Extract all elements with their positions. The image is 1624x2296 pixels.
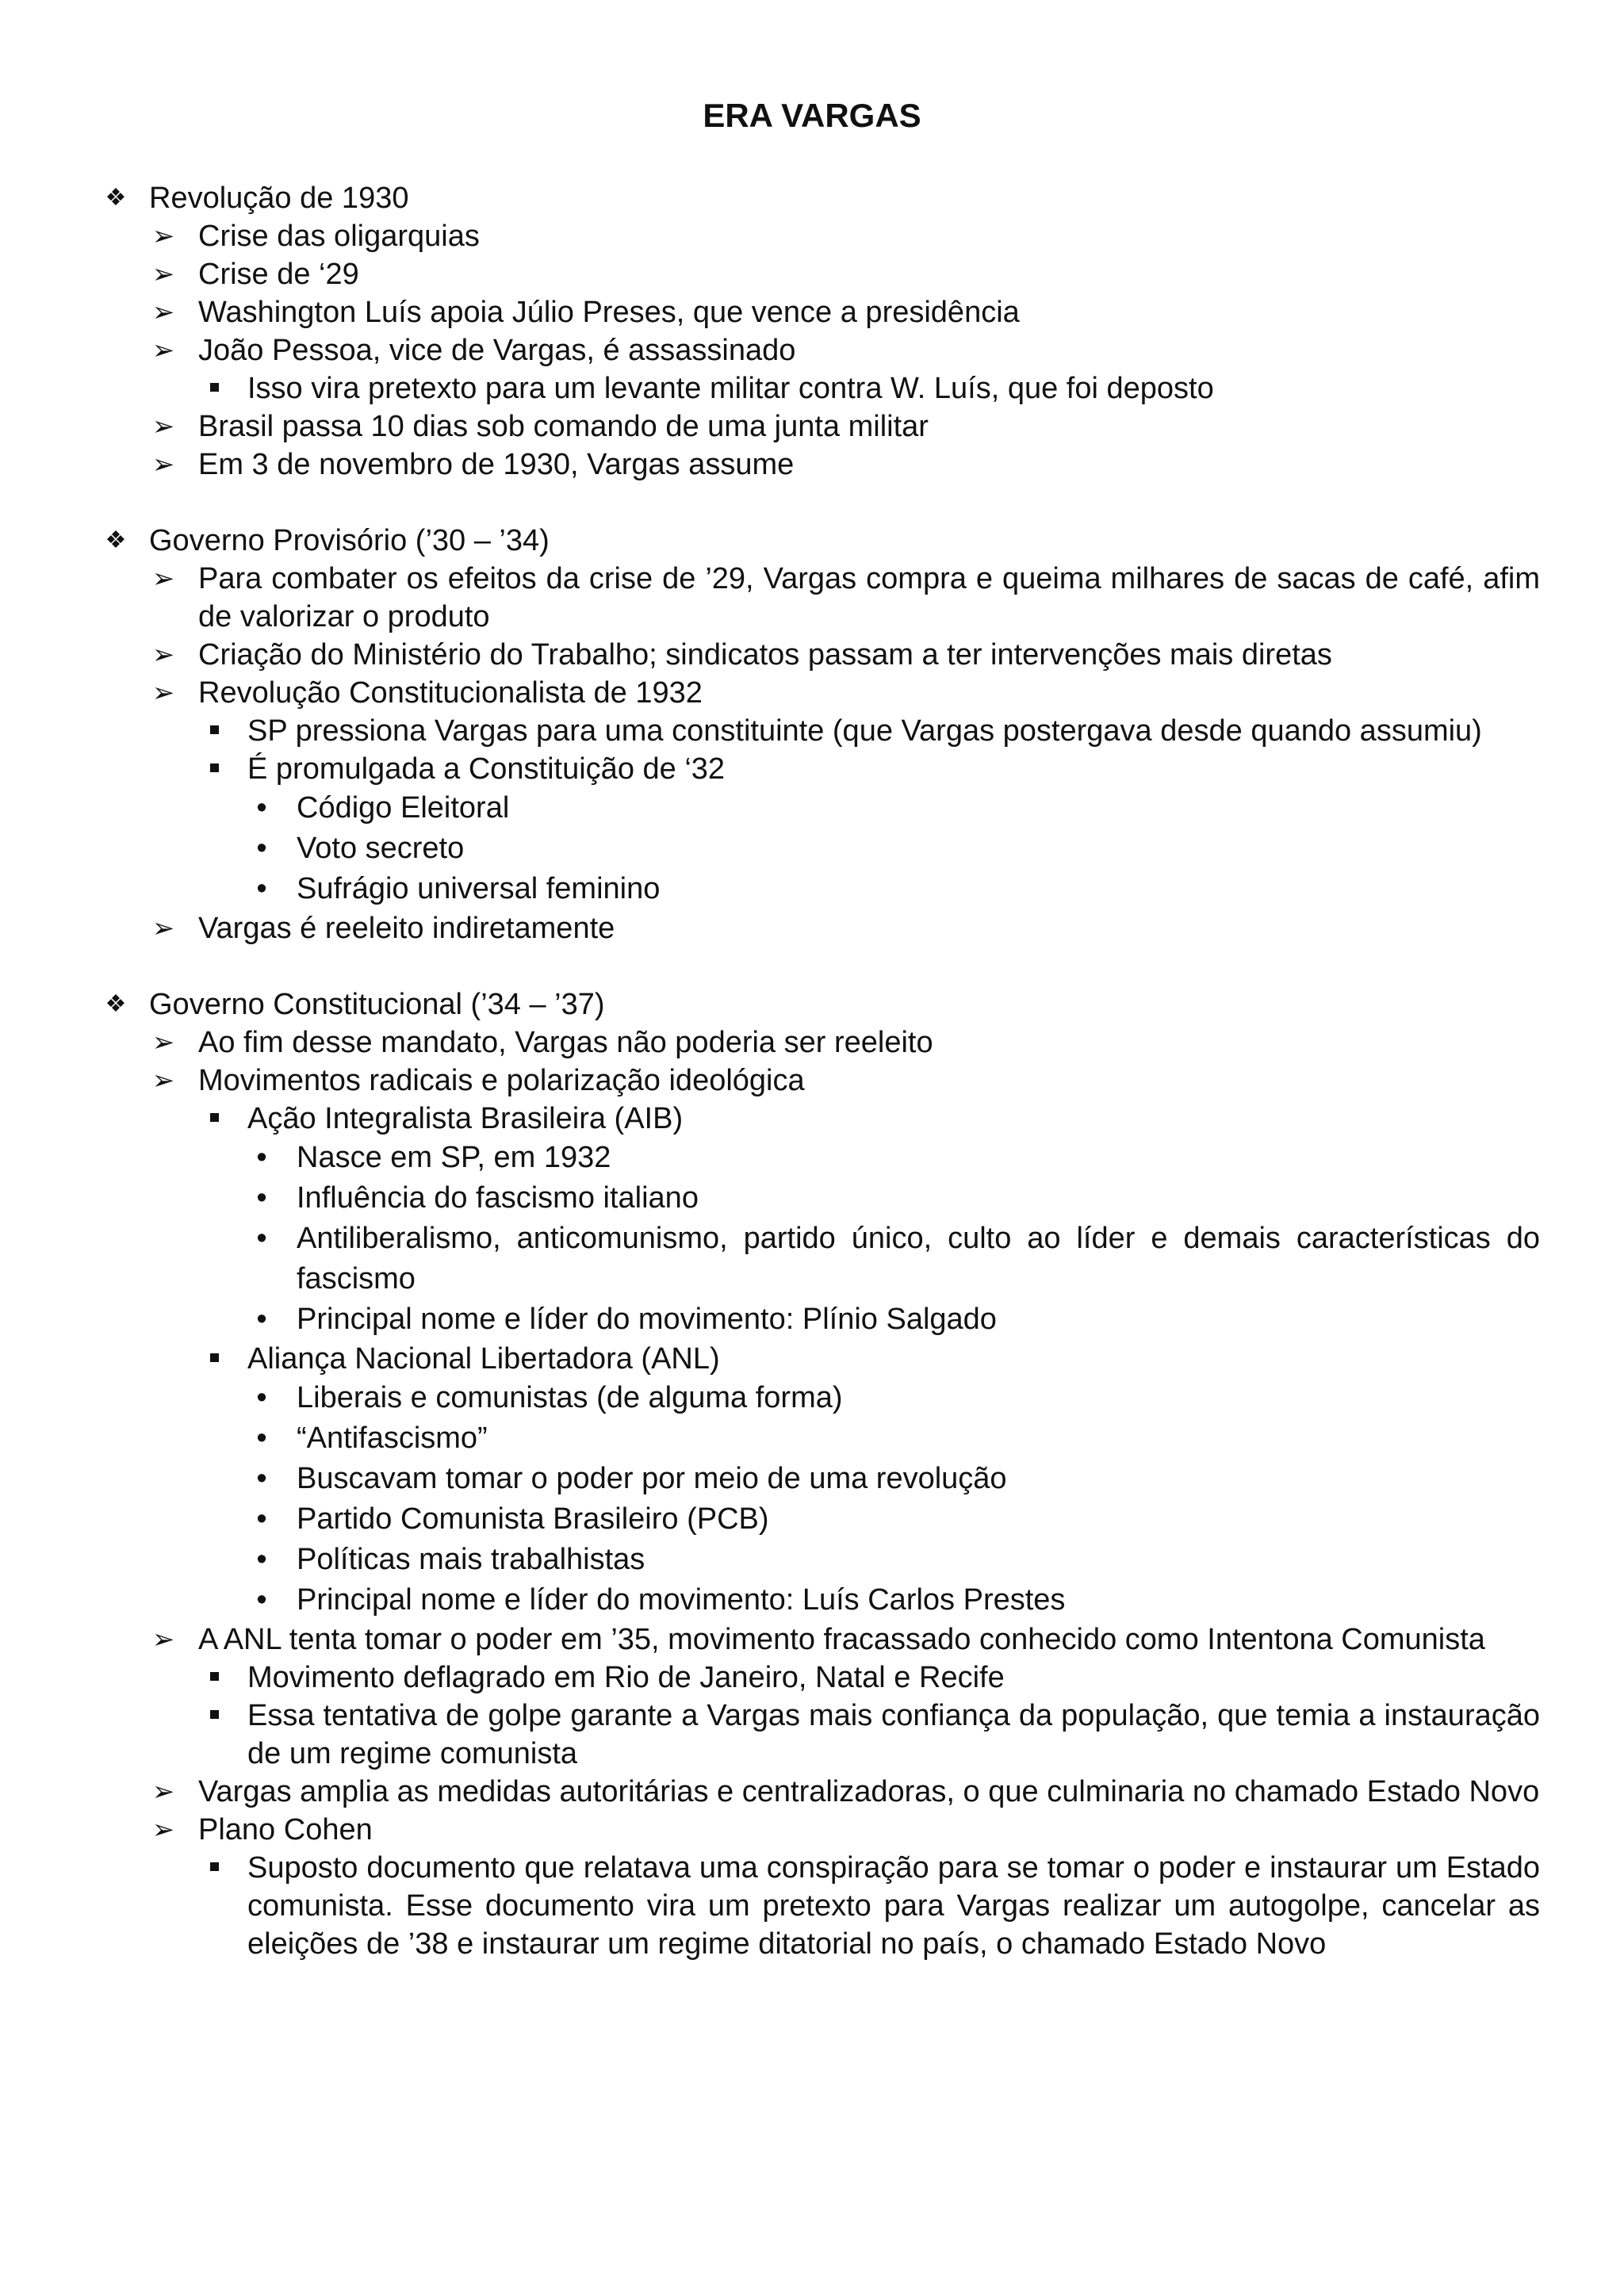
arrow-bullet-icon: ➢	[151, 1066, 175, 1096]
section-governo-constitucional	[100, 985, 1540, 1963]
arrow-bullet-icon: ➢	[151, 1027, 175, 1058]
section-heading: ❖ Governo Constitucional (’34 – ’37)	[100, 985, 1540, 1024]
dot-bullet-icon: •	[256, 872, 267, 905]
sub-sub-list-item: • Código Eleitoral	[100, 788, 1540, 828]
square-bullet-icon	[198, 1697, 230, 1735]
sub-list-item: Ação Integralista Brasileira (AIB)	[100, 1100, 1540, 1138]
arrow-bullet-icon: ➢	[151, 1815, 175, 1845]
dot-bullet-icon: •	[256, 1422, 267, 1455]
square-bullet-icon	[198, 1340, 230, 1378]
diamond-bullet-icon: ❖	[105, 185, 127, 211]
dot-bullet-icon: •	[256, 1381, 267, 1414]
list-item: ➢ Washington Luís apoia Júlio Preses, que vence a presidência	[100, 293, 1540, 331]
sub-sub-list-item: • Antiliberalismo, anticomunismo, partido único, culto ao líder e demais características do fascismo	[100, 1219, 1540, 1299]
square-bullet-icon	[198, 750, 230, 788]
dot-bullet-icon: •	[256, 832, 267, 865]
sub-sub-list-item: • Voto secreto	[100, 828, 1540, 869]
list-item: ➢ Ao fim desse mandato, Vargas não poderia ser reeleito	[100, 1024, 1540, 1062]
sub-sub-list-item: • Liberais e comunistas (de alguma forma)	[100, 1378, 1540, 1418]
arrow-bullet-icon: ➢	[151, 221, 175, 251]
dot-bullet-icon: •	[256, 791, 267, 825]
sub-list-item: Aliança Nacional Libertadora (ANL)	[100, 1340, 1540, 1378]
sub-sub-list-item: • “Antifascismo”	[100, 1418, 1540, 1459]
sub-sub-list-item: • Buscavam tomar o poder por meio de uma revolução	[100, 1459, 1540, 1499]
dot-bullet-icon: •	[256, 1583, 267, 1617]
page-title: ERA VARGAS	[703, 97, 921, 134]
sub-list-item: Essa tentativa de golpe garante a Vargas mais confiança da população, que temia a instauração de um regime comunista	[100, 1697, 1540, 1773]
list-item: ➢ Para combater os efeitos da crise de ’29, Vargas compra e queima milhares de sacas de café, afim de valorizar o produto	[100, 560, 1540, 636]
sub-sub-list-item: • Nasce em SP, em 1932	[100, 1138, 1540, 1178]
diamond-bullet-icon: ❖	[105, 991, 127, 1017]
dot-bullet-icon: •	[256, 1222, 267, 1255]
dot-bullet-icon: •	[256, 1141, 267, 1174]
sub-list-item: SP pressiona Vargas para uma constituinte (que Vargas postergava desde quando assumiu)	[100, 712, 1540, 750]
arrow-bullet-icon: ➢	[151, 259, 175, 289]
arrow-bullet-icon: ➢	[151, 564, 175, 594]
square-bullet-icon	[198, 1100, 230, 1138]
dot-bullet-icon: •	[256, 1543, 267, 1576]
dot-bullet-icon: •	[256, 1181, 267, 1215]
sub-sub-list-item: • Políticas mais trabalhistas	[100, 1540, 1540, 1580]
arrow-bullet-icon: ➢	[151, 411, 175, 442]
list-item: ➢ Vargas amplia as medidas autoritárias e centralizadoras, o que culminaria no chamado Estado Novo	[100, 1773, 1540, 1811]
list-item: ➢ Revolução Constitucionalista de 1932	[100, 674, 1540, 712]
sub-sub-list-item: • Influência do fascismo italiano	[100, 1178, 1540, 1219]
list-item: ➢ Crise de ‘29	[100, 255, 1540, 293]
arrow-bullet-icon: ➢	[151, 335, 175, 365]
sub-list-item: É promulgada a Constituição de ‘32	[100, 750, 1540, 788]
square-bullet-icon	[198, 1849, 230, 1887]
dot-bullet-icon: •	[256, 1502, 267, 1536]
arrow-bullet-icon: ➢	[151, 678, 175, 708]
section-heading: ❖ Revolução de 1930	[100, 179, 1540, 217]
dot-bullet-icon: •	[256, 1462, 267, 1495]
sub-list-item: Isso vira pretexto para um levante militar contra W. Luís, que foi deposto	[100, 369, 1540, 408]
section-heading: ❖ Governo Provisório (’30 – ’34)	[100, 522, 1540, 560]
square-bullet-icon	[198, 369, 230, 408]
list-item: ➢ Vargas é reeleito indiretamente	[100, 909, 1540, 947]
list-item: ➢ A ANL tenta tomar o poder em ’35, movimento fracassado conhecido como Intentona Comunista	[100, 1621, 1540, 1659]
list-item: ➢ Movimentos radicais e polarização ideológica	[100, 1062, 1540, 1100]
sub-sub-list-item: • Sufrágio universal feminino	[100, 869, 1540, 909]
list-item: ➢ Crise das oligarquias	[100, 217, 1540, 255]
arrow-bullet-icon: ➢	[151, 1777, 175, 1807]
outline	[100, 179, 1540, 2001]
arrow-bullet-icon: ➢	[151, 1624, 175, 1655]
arrow-bullet-icon: ➢	[151, 913, 175, 943]
square-bullet-icon	[198, 712, 230, 750]
sub-sub-list-item: • Partido Comunista Brasileiro (PCB)	[100, 1499, 1540, 1540]
list-item: ➢ Plano Cohen	[100, 1811, 1540, 1849]
list-item: ➢ João Pessoa, vice de Vargas, é assassinado	[100, 331, 1540, 369]
section-revolucao-1930	[100, 179, 1540, 484]
section-governo-provisorio	[100, 522, 1540, 947]
list-item: ➢ Criação do Ministério do Trabalho; sindicatos passam a ter intervenções mais diretas	[100, 636, 1540, 674]
square-bullet-icon	[198, 1659, 230, 1697]
sub-sub-list-item: • Principal nome e líder do movimento: Luís Carlos Prestes	[100, 1580, 1540, 1621]
dot-bullet-icon: •	[256, 1303, 267, 1336]
list-item: ➢ Brasil passa 10 dias sob comando de uma junta militar	[100, 408, 1540, 446]
list-item: ➢ Em 3 de novembro de 1930, Vargas assume	[100, 446, 1540, 484]
arrow-bullet-icon: ➢	[151, 297, 175, 327]
sub-list-item: Suposto documento que relatava uma conspiração para se tomar o poder e instaurar um Estado comunista. Esse documento vira um pretexto para Vargas realizar um autogolpe, cancelar as eleições de ’38 e instaurar um regime ditatorial no país, o chamado Estado Novo	[100, 1849, 1540, 1963]
arrow-bullet-icon: ➢	[151, 450, 175, 480]
sub-list-item: Movimento deflagrado em Rio de Janeiro, Natal e Recife	[100, 1659, 1540, 1697]
diamond-bullet-icon: ❖	[105, 527, 127, 553]
sub-sub-list-item: • Principal nome e líder do movimento: Plínio Salgado	[100, 1299, 1540, 1340]
arrow-bullet-icon: ➢	[151, 640, 175, 670]
